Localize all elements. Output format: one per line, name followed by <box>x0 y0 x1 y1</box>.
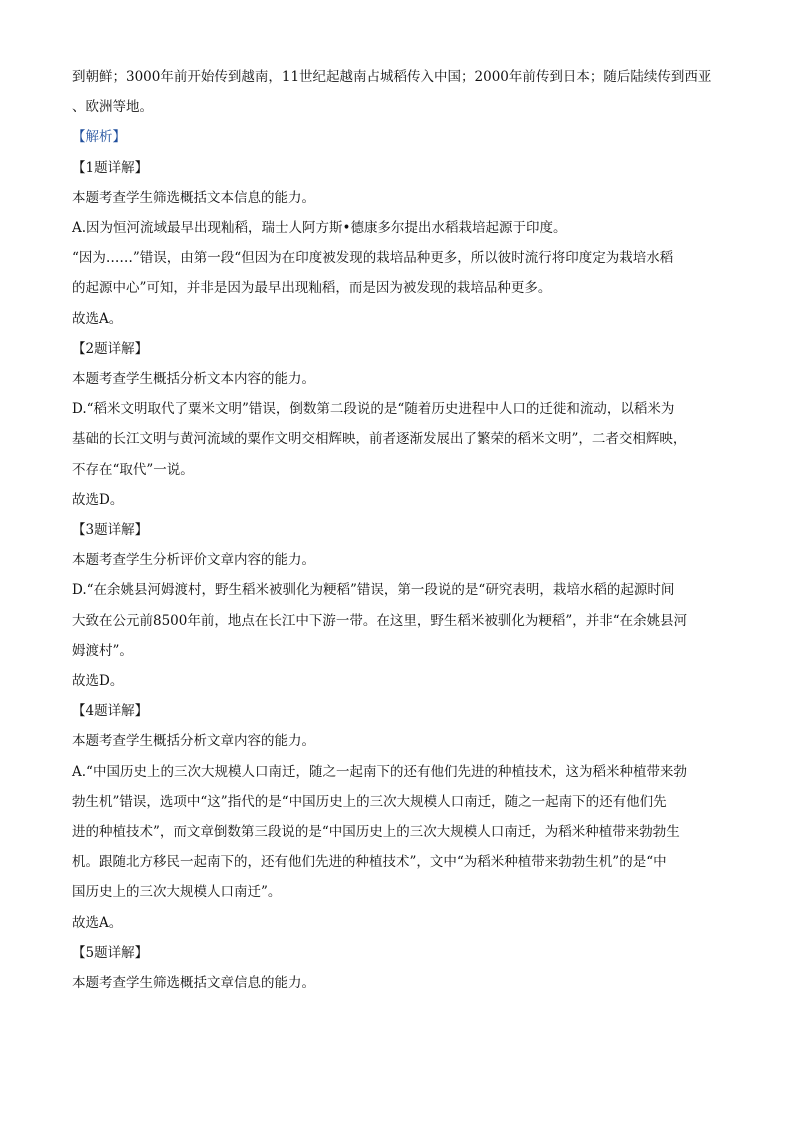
q3-title: 【3题详解】 <box>72 522 149 539</box>
q1-option: A.因为恒河流域最早出现籼稻，瑞士人阿方斯•德康多尔提出水稻栽培起源于印度。 <box>72 220 567 237</box>
q1-answer: 故选A。 <box>72 310 123 327</box>
q1-explanation-line: “因为……”错误，由第一段“但因为在印度被发现的栽培品种更多，所以彼时流行将印度定为栽培水稻 <box>72 250 674 267</box>
q4-explanation-line: 机。跟随北方移民一起南下的，还有他们先进的种植技术”，文中“为稻米种植带来勃勃生机”的是“中 <box>72 854 667 871</box>
q4-explanation-line: 勃生机”错误，选项中“这”指代的是“中国历史上的三次大规模人口南迁，随之一起南下的还有他们先 <box>72 793 667 810</box>
analysis-heading: 【解析】 <box>72 129 126 146</box>
q4-title: 【4题详解】 <box>72 703 149 720</box>
q5-stem: 本题考查学生筛选概括文章信息的能力。 <box>72 975 315 992</box>
q2-answer: 故选D。 <box>72 491 124 508</box>
q3-explanation-line: 姆渡村”。 <box>72 642 133 659</box>
q3-stem: 本题考查学生分析评价文章内容的能力。 <box>72 552 315 569</box>
q1-stem: 本题考查学生筛选概括文本信息的能力。 <box>72 189 315 206</box>
q2-title: 【2题详解】 <box>72 340 149 357</box>
q4-explanation-line: A.“中国历史上的三次大规模人口南迁，随之一起南下的还有他们先进的种植技术，这为稻米种植带来勃 <box>72 763 687 780</box>
q4-stem: 本题考查学生概括分析文章内容的能力。 <box>72 733 315 750</box>
q3-answer: 故选D。 <box>72 673 124 690</box>
q4-explanation-line: 国历史上的三次大规模人口南迁”。 <box>72 884 282 901</box>
intro-line: 、欧洲等地。 <box>72 99 153 116</box>
q4-explanation-line: 进的种植技术”，而文章倒数第三段说的是“中国历史上的三次大规模人口南迁，为稻米种植带来勃勃生 <box>72 824 680 841</box>
q3-explanation-line: 大致在公元前8500年前，地点在长江中下游一带。在这里，野生稻米被驯化为粳稻”，并非“在余姚县河 <box>72 612 688 629</box>
q2-explanation-line: 基础的长江文明与黄河流域的粟作文明交相辉映，前者逐渐发展出了繁荣的稻米文明”，二者交相辉映， <box>72 431 687 448</box>
q1-title: 【1题详解】 <box>72 159 149 176</box>
q1-explanation-line: 的起源中心”可知，并非是因为最早出现籼稻，而是因为被发现的栽培品种更多。 <box>72 280 552 297</box>
intro-line: 到朝鲜；3000年前开始传到越南，11世纪起越南占城稻传入中国；2000年前传到日本；随后陆续传到西亚 <box>72 69 712 85</box>
q2-explanation-line: 不存在“取代”一说。 <box>72 461 194 478</box>
q3-explanation-line: D.“在余姚县河姆渡村，野生稻米被驯化为粳稻”错误，第一段说的是“研究表明，栽培水稻的起源时间 <box>72 582 675 599</box>
q2-explanation-line: D.“稻米文明取代了粟米文明”错误，倒数第二段说的是“随着历史进程中人口的迁徙和流动，以稻米为 <box>72 401 675 418</box>
q2-stem: 本题考查学生概括分析文本内容的能力。 <box>72 371 315 388</box>
document-body <box>72 62 724 998</box>
q4-answer: 故选A。 <box>72 914 123 931</box>
q5-title: 【5题详解】 <box>72 944 149 961</box>
